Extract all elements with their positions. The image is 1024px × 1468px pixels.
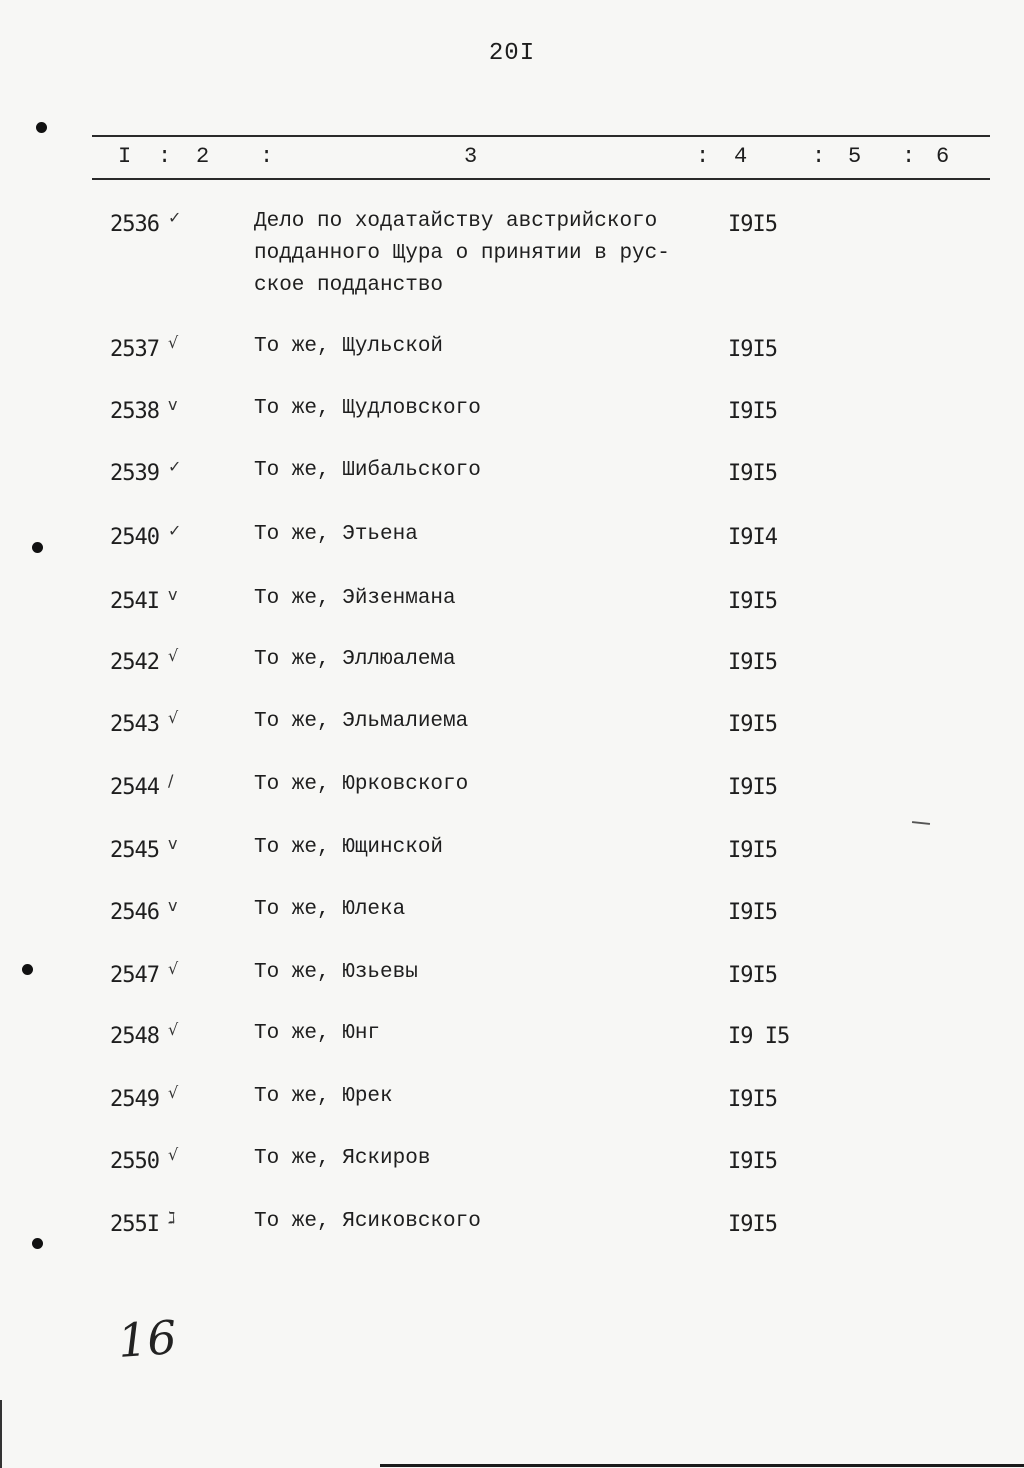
column-header-3: 3: [464, 144, 478, 169]
entry-year: I9I5: [728, 712, 777, 737]
entry-year: I9I5: [728, 1087, 777, 1112]
check-mark-icon: √: [168, 333, 179, 352]
column-header-5: 5: [848, 144, 862, 169]
punch-hole-icon: [36, 122, 47, 133]
entry-year: I9I5: [728, 963, 777, 988]
entry-number: 2547: [110, 963, 159, 988]
entry-title: То же, Юзьевы: [254, 961, 418, 984]
check-mark-icon: √: [168, 708, 179, 727]
entry-title: То же, Ясиковского: [254, 1210, 481, 1233]
entry-number: 2540: [110, 525, 159, 550]
entry-number: 255I: [110, 1212, 159, 1237]
entry-title: То же, Юрковского: [254, 773, 469, 796]
entry-title: Дело по ходатайству австрийского подданного Щура о принятии в рус- ское подданство: [254, 210, 670, 297]
column-header-6: 6: [936, 144, 950, 169]
page-edge: [0, 1400, 2, 1468]
entry-year: I9I5: [728, 212, 777, 237]
entry-number: 2550: [110, 1149, 159, 1174]
check-mark-icon: √: [168, 959, 179, 978]
handwritten-sheet-count: 16: [116, 1310, 179, 1368]
page-edge: [380, 1464, 1024, 1467]
check-mark-icon: ✓: [168, 208, 182, 227]
entry-number: 2538: [110, 399, 159, 424]
entry-year: I9I5: [728, 650, 777, 675]
check-mark-icon: v: [168, 896, 178, 915]
entry-number: 2539: [110, 461, 159, 486]
column-separator: :: [158, 144, 172, 169]
column-header-1: I: [118, 144, 132, 169]
entry-title: То же, Юнг: [254, 1022, 381, 1045]
entry-number: 254I: [110, 589, 159, 614]
punch-hole-icon: [32, 1238, 43, 1249]
page-number: 20I: [488, 40, 536, 67]
entry-year: I9I4: [728, 525, 777, 550]
entry-title: То же, Юрек: [254, 1085, 393, 1108]
entry-title: То же, Эйзенмана: [254, 587, 456, 610]
check-mark-icon: /: [168, 771, 174, 790]
entry-year: I9I5: [728, 900, 777, 925]
entry-number: 2546: [110, 900, 159, 925]
check-mark-icon: v: [168, 585, 178, 604]
entry-title: То же, Яскиров: [254, 1147, 431, 1170]
entry-number: 2545: [110, 838, 159, 863]
column-header-4: 4: [734, 144, 748, 169]
column-separator: :: [812, 144, 826, 169]
entry-year: I9 I5: [728, 1024, 790, 1049]
entry-number: 2542: [110, 650, 159, 675]
entry-title: То же, Юлека: [254, 898, 406, 921]
check-mark-icon: ℷ: [168, 1208, 176, 1227]
column-separator: :: [696, 144, 710, 169]
check-mark-icon: v: [168, 395, 178, 414]
entry-title: То же, Эльмалиема: [254, 710, 469, 733]
column-separator: :: [902, 144, 916, 169]
entry-title: То же, Шибальского: [254, 459, 481, 482]
column-separator: :: [260, 144, 274, 169]
check-mark-icon: √: [168, 1020, 179, 1039]
entry-year: I9I5: [728, 775, 777, 800]
entry-title: То же, Щудловского: [254, 397, 481, 420]
check-mark-icon: √: [168, 646, 179, 665]
entry-number: 2537: [110, 337, 159, 362]
entry-title: То же, Щульской: [254, 335, 444, 358]
entry-year: I9I5: [728, 461, 777, 486]
entry-number: 2536: [110, 212, 159, 237]
column-header-2: 2: [196, 144, 210, 169]
check-mark-icon: ✓: [168, 457, 182, 476]
entry-year: I9I5: [728, 1212, 777, 1237]
check-mark-icon: ✓: [168, 521, 182, 540]
punch-hole-icon: [22, 964, 33, 975]
entry-number: 2549: [110, 1087, 159, 1112]
entry-title: То же, Ющинской: [254, 836, 444, 859]
check-mark-icon: v: [168, 834, 178, 853]
check-mark-icon: √: [168, 1145, 179, 1164]
check-mark-icon: √: [168, 1083, 179, 1102]
entry-number: 2544: [110, 775, 159, 800]
entry-title: То же, Этьена: [254, 523, 418, 546]
punch-hole-icon: [32, 542, 43, 553]
entry-year: I9I5: [728, 1149, 777, 1174]
entry-year: I9I5: [728, 337, 777, 362]
entry-year: I9I5: [728, 399, 777, 424]
entry-year: I9I5: [728, 589, 777, 614]
entry-number: 2543: [110, 712, 159, 737]
entry-title: То же, Эллюалема: [254, 648, 456, 671]
entry-number: 2548: [110, 1024, 159, 1049]
entry-year: I9I5: [728, 838, 777, 863]
